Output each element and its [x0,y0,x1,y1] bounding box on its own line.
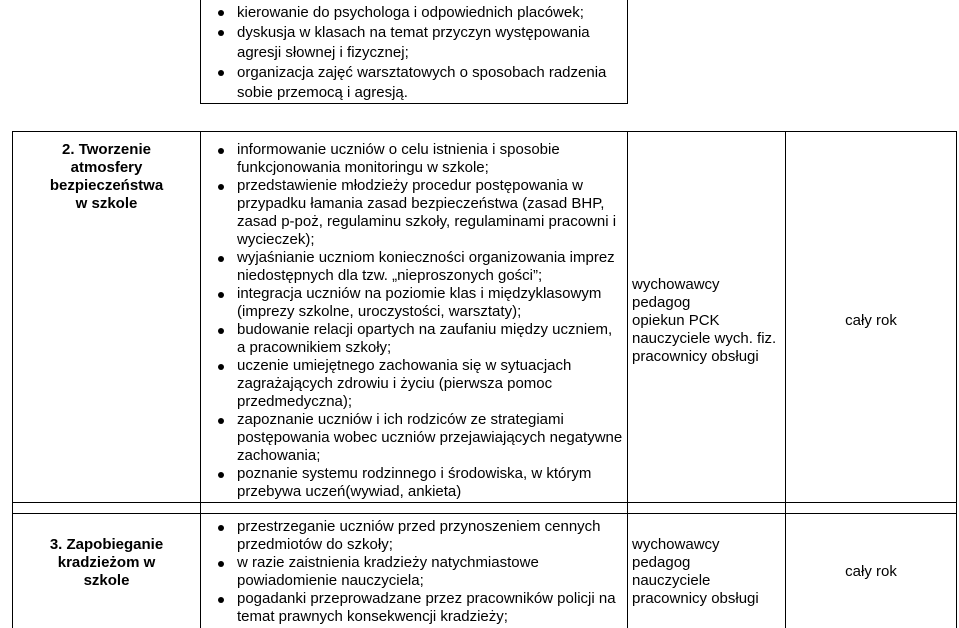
column-divider [627,131,628,628]
column-divider [200,131,201,628]
list-item: kierowanie do psychologa i odpowiednich placówek; [213,3,623,23]
row2-time: cały rok [845,312,897,329]
list-item: wyjaśnianie uczniom konieczności organizowania imprez niedostępnych dla tzw. „nieproszonych gości”; [213,249,623,285]
border-row1-left [200,0,201,104]
border-row1-bottom [200,103,628,104]
border-row1-right [627,0,628,104]
responsible-person: pedagog [632,554,691,571]
list-item: przedstawienie młodzieży procedur postępowania w przypadku łamania zasad bezpieczeństwa (zasad BHP, zasad p-poż, regulaminu szkoły, regulaminami pracowni i wycieczek); [213,177,623,249]
responsible-person: wychowawcy [632,536,720,553]
responsible-person: pedagog [632,294,691,311]
row1-activity-list [213,3,623,103]
row-divider [12,513,957,514]
responsible-person: pracownicy obsługi [632,348,759,365]
table-right-border [956,131,957,628]
row3-goal [13,536,200,590]
list-item: poznanie systemu rodzinnego i środowiska, w którym przebywa uczeń(wywiad, ankieta) [213,465,623,501]
row3-responsible [632,536,782,608]
goal-title-line: szkole [83,572,130,589]
goal-title-line: 3. Zapobieganie [49,536,164,553]
row2-responsible [632,276,782,366]
list-item: w razie zaistnienia kradzieży natychmiastowe powiadomienie nauczyciela; [213,554,623,590]
goal-title-line: bezpieczeństwa [49,177,164,194]
responsible-person: wychowawcy [632,276,720,293]
row2-activities [213,141,623,501]
list-item: dyskusja w klasach na temat przyczyn występowania agresji słownej i fizycznej; [213,23,623,63]
responsible-person: opiekun PCK [632,312,720,329]
table-top-border [12,131,957,132]
column-divider [785,131,786,628]
list-item: pogadanki przeprowadzane przez pracowników policji na temat prawnych konsekwencji kradzieży; [213,590,623,626]
list-item: zapoznanie uczniów i ich rodziców ze strategiami postępowania wobec uczniów przejawiających negatywne zachowania; [213,411,623,465]
goal-title-line: w szkole [75,195,138,212]
row3-time: cały rok [845,563,897,580]
row3-activities [213,518,623,626]
list-item: informowanie uczniów o celu istnienia i sposobie funkcjonowania monitoringu w szkole; [213,141,623,177]
row2-activity-list [213,141,623,501]
row-divider [12,502,957,503]
list-item: integracja uczniów na poziomie klas i międzyklasowym (imprezy szkolne, uroczystości, warsztaty); [213,285,623,321]
goal-title-line: 2. Tworzenie [62,141,151,158]
list-item: organizacja zajęć warsztatowych o sposobach radzenia sobie przemocą i agresją. [213,63,623,103]
list-item: uczenie umiejętnego zachowania się w sytuacjach zagrażających zdrowiu i życiu (pierwsza pomoc przedmedyczna); [213,357,623,411]
responsible-person: pracownicy obsługi [632,590,759,607]
goal-title-line: kradzieżom w [57,554,156,571]
row1-activities [213,3,623,103]
row2-goal [13,141,200,213]
responsible-person: nauczyciele wych. fiz. [632,330,777,347]
responsible-person: nauczyciele [632,572,711,589]
row3-activity-list [213,518,623,626]
list-item: budowanie relacji opartych na zaufaniu między uczniem, a pracownikiem szkoły; [213,321,623,357]
list-item: przestrzeganie uczniów przed przynoszeniem cennych przedmiotów do szkoły; [213,518,623,554]
goal-title-line: atmosfery [70,159,143,176]
